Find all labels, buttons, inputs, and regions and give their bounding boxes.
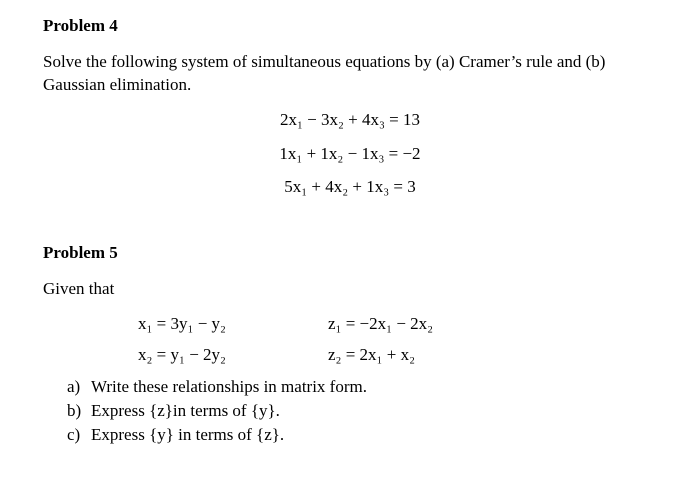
relation-x2: x₂ = y₁ − 2y₂: [138, 345, 226, 364]
equation-2: 1x₁ + 1x₂ − 1x₃ = −2: [279, 144, 421, 163]
problem-5-intro: Given that: [43, 279, 115, 298]
problem-4-intro-line-1: Solve the following system of simultaneous equations by (a) Cramer’s rule and (b): [43, 52, 606, 71]
equation-1: 2x₁ − 3x₂ + 4x₃ = 13: [279, 110, 421, 129]
task-a-marker: a): [67, 377, 81, 396]
problem-4-intro-line-2: Gaussian elimination.: [43, 75, 192, 94]
task-b-marker: b): [67, 401, 82, 420]
problem-4-heading: Problem 4: [43, 16, 118, 35]
task-b-text: Express {z}in terms of {y}.: [91, 401, 280, 420]
task-a-text: Write these relationships in matrix form.: [91, 377, 367, 396]
relation-z2: z₂ = 2x₁ + x₂: [328, 345, 416, 364]
relation-z1: z₁ = −2x₁ − 2x₂: [328, 314, 434, 333]
task-c-marker: c): [67, 425, 81, 444]
task-c-text: Express {y} in terms of {z}.: [91, 425, 285, 444]
equation-3: 5x₁ + 4x₂ + 1x₃ = 3: [284, 177, 416, 196]
problem-5-heading: Problem 5: [43, 243, 118, 262]
relation-x1: x₁ = 3y₁ − y₂: [138, 314, 226, 333]
